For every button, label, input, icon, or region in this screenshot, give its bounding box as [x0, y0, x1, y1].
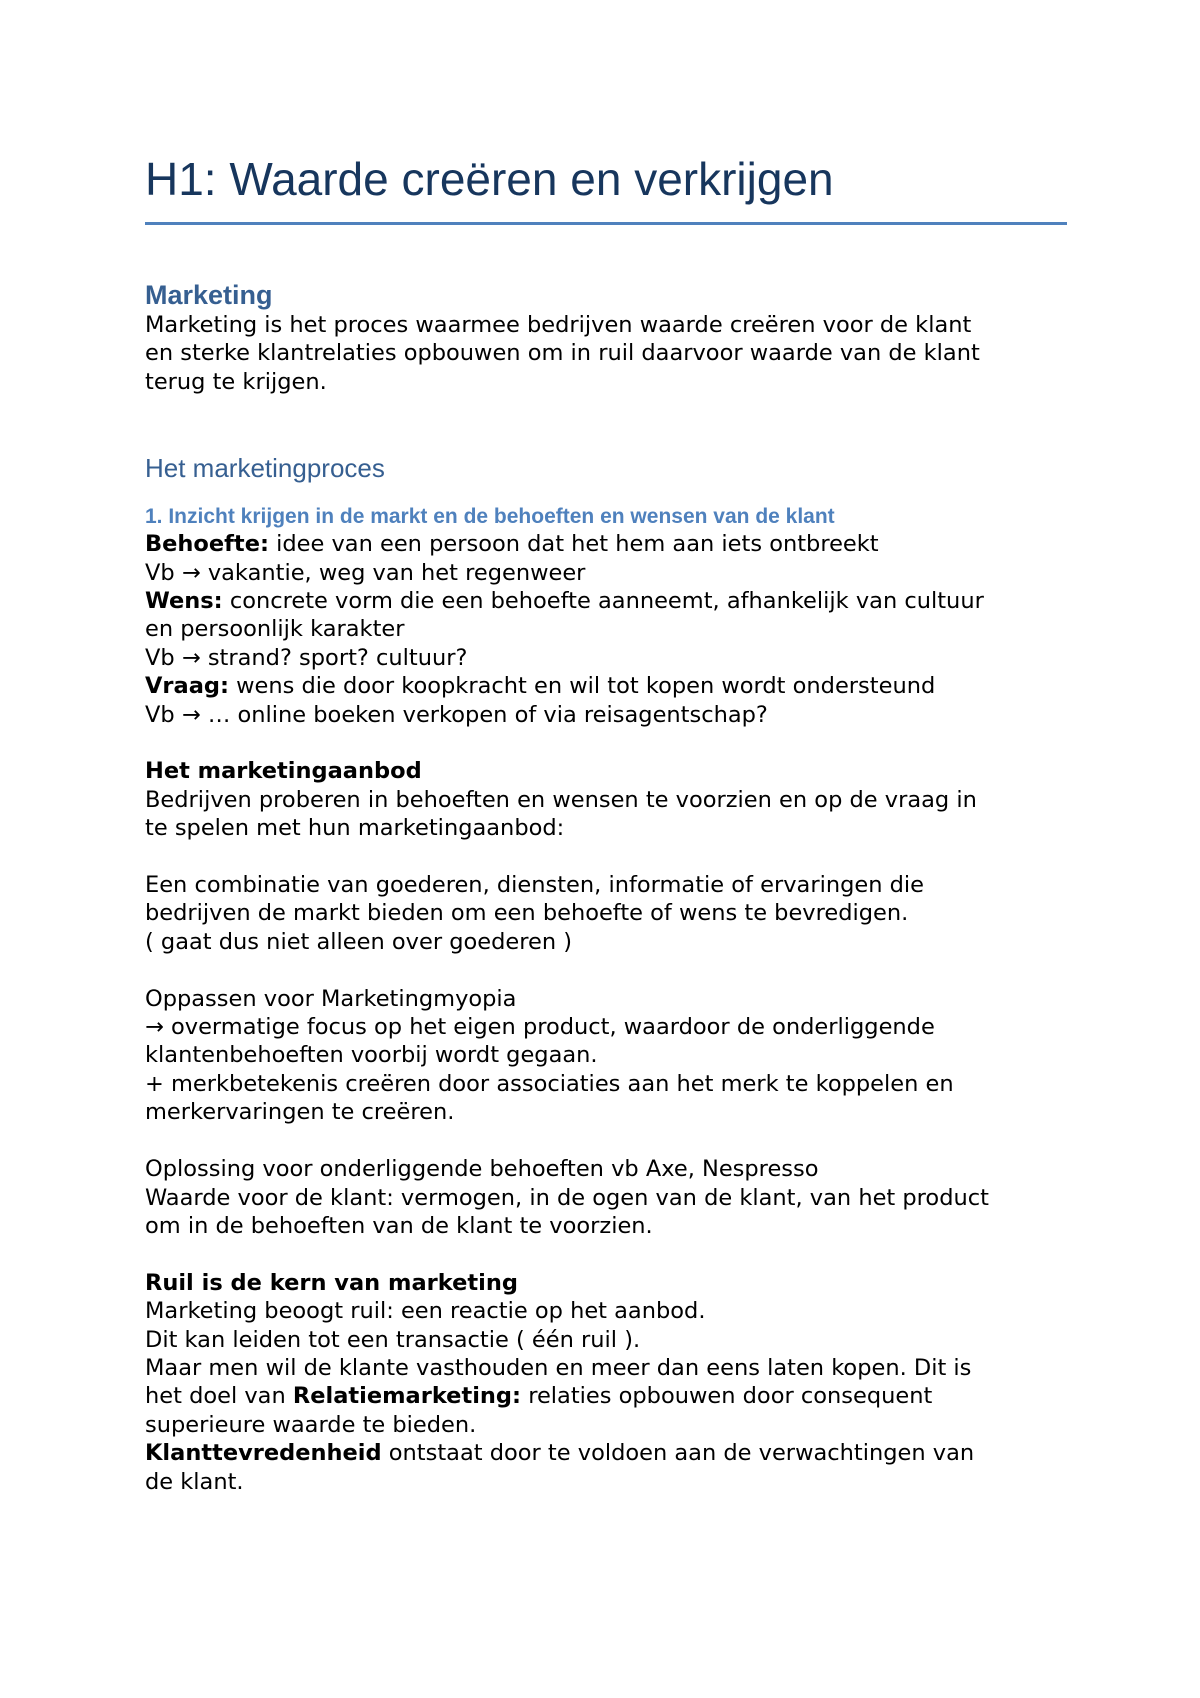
ruil-line-4-post: relaties opbouwen door consequent — [521, 1383, 933, 1410]
ruil-line-7: de klant. — [145, 1468, 244, 1495]
ruil-line-5: superieure waarde te bieden. — [145, 1411, 477, 1438]
marketing-line-2: en sterke klantrelaties opbouwen om in ruil daarvoor waarde van de klant — [145, 340, 980, 367]
heading-ruil: Ruil is de kern van marketing — [145, 1269, 518, 1296]
aanbod-line-1: Bedrijven proberen in behoeften en wensen te voorzien en op de vraag in — [145, 786, 977, 813]
page-title: H1: Waarde creëren en verkrijgen — [145, 153, 834, 205]
myopia-line-4: + merkbetekenis creëren door associaties aan het merk te koppelen en — [145, 1070, 954, 1097]
aanbod-line-3: Een combinatie van goederen, diensten, informatie of ervaringen die — [145, 872, 924, 899]
ruil-line-4 — [145, 1382, 1075, 1410]
vraag-line — [145, 672, 1075, 700]
aanbod-line-5: ( gaat dus niet alleen over goederen ) — [145, 928, 573, 955]
aanbod-line-2: te spelen met hun marketingaanbod: — [145, 815, 565, 842]
myopia-line-2: → overmatige focus op het eigen product, waardoor de onderliggende — [145, 1014, 935, 1041]
ruil-line-1: Marketing beoogt ruil: een reactie op het aanbod. — [145, 1298, 706, 1325]
behoefte-text: idee van een persoon dat het hem aan iets ontbreekt — [268, 531, 879, 558]
document-content — [145, 150, 1075, 1496]
subheading-inzicht: 1. Inzicht krijgen in de markt en de behoeften en wensen van de klant — [145, 505, 835, 529]
heading-marketingaanbod: Het marketingaanbod — [145, 758, 422, 785]
heading-marketing: Marketing — [145, 280, 273, 310]
ruil-line-2: Dit kan leiden tot een transactie ( één ruil ). — [145, 1326, 641, 1353]
relatiemarketing-term: Relatiemarketing: — [292, 1383, 522, 1410]
wens-line — [145, 587, 1075, 615]
oplossing-line-1: Oplossing voor onderliggende behoeften vb Axe, Nespresso — [145, 1156, 819, 1183]
myopia-line-3: klantenbehoeften voorbij wordt gegaan. — [145, 1042, 598, 1069]
myopia-line-1: Oppassen voor Marketingmyopia — [145, 985, 517, 1012]
wens-label: Wens: — [145, 588, 223, 615]
ruil-line-6-post: ontstaat door te voldoen aan de verwachtingen van — [381, 1440, 975, 1467]
marketing-line-1: Marketing is het proces waarmee bedrijven waarde creëren voor de klant — [145, 312, 972, 338]
ruil-line-3: Maar men wil de klante vasthouden en meer dan eens laten kopen. Dit is — [145, 1354, 972, 1381]
aanbod-line-4: bedrijven de markt bieden om een behoefte of wens te bevredigen. — [145, 900, 909, 927]
vraag-label: Vraag: — [145, 673, 229, 700]
myopia-line-5: merkervaringen te creëren. — [145, 1099, 455, 1126]
klanttevredenheid-term: Klanttevredenheid — [145, 1440, 382, 1467]
behoefte-label: Behoefte: — [145, 531, 269, 558]
behoefte-line — [145, 530, 1075, 558]
vb-line-3: Vb → … online boeken verkopen of via reisagentschap? — [145, 701, 768, 728]
wens-line-2: en persoonlijk karakter — [145, 616, 405, 643]
heading-marketingproces: Het marketingproces — [145, 453, 385, 484]
wens-text: concrete vorm die een behoefte aanneemt, afhankelijk van cultuur — [222, 588, 984, 615]
vraag-text: wens die door koopkracht en wil tot kopen wordt ondersteund — [228, 673, 936, 700]
ruil-line-6 — [145, 1439, 1075, 1467]
ruil-line-4-pre: het doel van — [145, 1383, 293, 1410]
vb-line-2: Vb → strand? sport? cultuur? — [145, 644, 468, 671]
marketing-line-3: terug te krijgen. — [145, 368, 327, 395]
oplossing-line-2: Waarde voor de klant: vermogen, in de ogen van de klant, van het product — [145, 1184, 989, 1211]
vb-line-1: Vb → vakantie, weg van het regenweer — [145, 559, 586, 586]
oplossing-line-3: om in de behoeften van de klant te voorzien. — [145, 1212, 653, 1239]
